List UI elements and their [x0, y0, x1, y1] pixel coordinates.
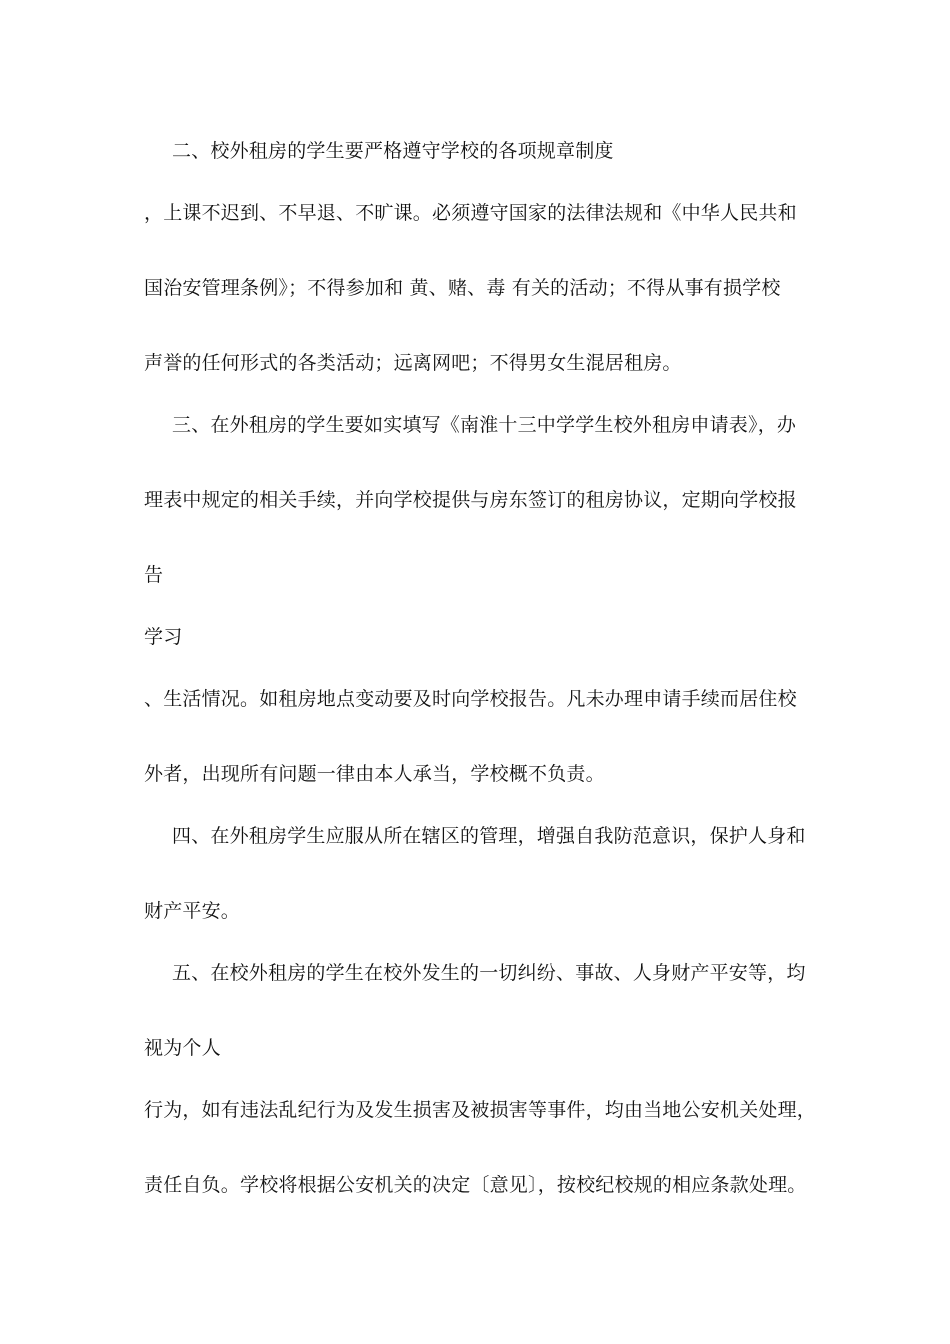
- section-4-heading-line: 四、在外租房学生应服从所在辖区的管理，增强自我防范意识，保护人身和: [172, 825, 806, 847]
- paragraph-line: 责任自负。学校将根据公安机关的决定〔意见〕，按校纪校规的相应条款处理。: [144, 1174, 807, 1196]
- section-2-heading-line: 二、校外租房的学生要严格遵守学校的各项规章制度: [172, 140, 614, 162]
- section-5-heading-line: 五、在校外租房的学生在校外发生的一切纠纷、事故、人身财产平安等，均: [172, 962, 806, 984]
- section-3-heading-line: 三、在外租房的学生要如实填写《南淮十三中学学生校外租房申请表》，办: [172, 414, 797, 436]
- paragraph-line: 告: [144, 564, 164, 586]
- paragraph-line: 外者，出现所有问题一律由本人承当，学校概不负责。: [144, 763, 605, 785]
- paragraph-line: ，上课不迟到、不早退、不旷课。必须遵守国家的法律法规和《中华人民共和: [144, 202, 797, 224]
- paragraph-line: 行为，如有违法乱纪行为及发生损害及被损害等事件，均由当地公安机关处理，: [144, 1099, 817, 1121]
- paragraph-line: 国治安管理条例》；不得参加和 黄、赌、毒 有关的活动；不得从事有损学校: [144, 277, 781, 299]
- paragraph-line: 视为个人: [144, 1037, 221, 1059]
- paragraph-line: 财产平安。: [144, 900, 241, 922]
- paragraph-line: 声誉的任何形式的各类活动；远离网吧；不得男女生混居租房。: [144, 352, 682, 374]
- paragraph-line: 学习: [144, 626, 183, 648]
- paragraph-line: 理表中规定的相关手续，并向学校提供与房东签订的租房协议，定期向学校报: [144, 489, 797, 511]
- paragraph-line: 、生活情况。如租房地点变动要及时向学校报告。凡未办理申请手续而居住校: [144, 688, 797, 710]
